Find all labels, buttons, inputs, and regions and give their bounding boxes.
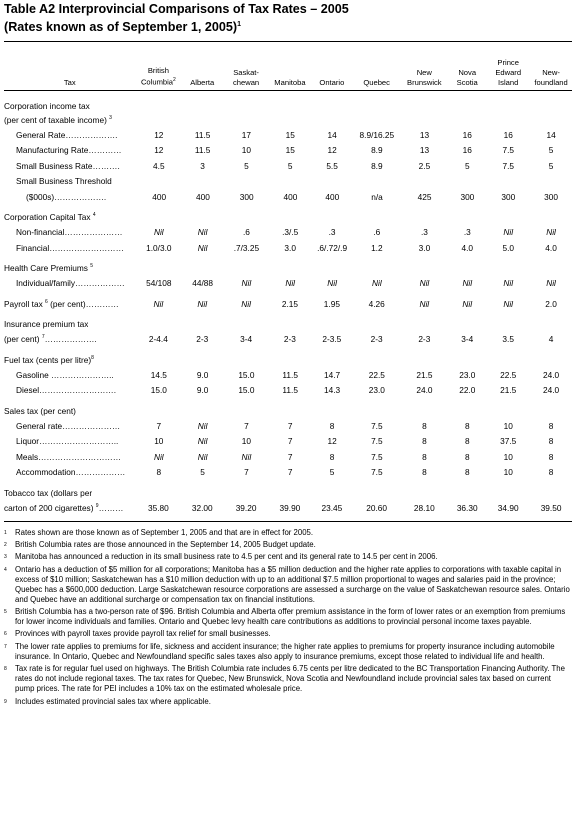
cell-nf: 24.0 <box>542 385 560 396</box>
row-label: General rate………………… <box>16 420 121 431</box>
cell-ab: 2-3 <box>196 334 209 345</box>
cell-bc: 10 <box>154 436 164 447</box>
footnote-number: 2 <box>4 541 7 548</box>
footnote-text: Rates shown are those known as of September 1, 2005 and that are in effect for 2005. <box>15 527 314 537</box>
cell-ab: 3 <box>200 160 205 171</box>
section-label-text: Fuel tax (cents per litre) <box>4 354 92 365</box>
cell-qc: 8.9/16.25 <box>359 129 395 140</box>
table-row <box>4 296 572 312</box>
footnote-text: British Columbia rates are those announced in the September 14, 2005 Budget update. <box>15 539 316 549</box>
title-footnote-ref: 1 <box>237 21 241 28</box>
header-top-rule <box>4 41 572 42</box>
col-bc-line1: British <box>147 66 169 76</box>
cell-qc: 8.9 <box>371 145 383 156</box>
footnote <box>4 540 572 550</box>
row-label-text: (per cent) <box>4 334 40 345</box>
row-label: Financial……………………… <box>16 242 124 253</box>
footnote-ref: 3 <box>109 115 112 122</box>
cell-on: 14.7 <box>324 369 341 380</box>
cell-nf: 300 <box>544 191 558 202</box>
section-label <box>4 115 112 125</box>
cell-qc: 23.0 <box>368 385 385 396</box>
cell-nf: 2.0 <box>545 298 557 309</box>
col-ns-line2: Scotia <box>456 77 478 87</box>
cell-qc: .6 <box>373 227 381 238</box>
cell-nf: Nil <box>546 278 556 289</box>
col-nf-line1: New- <box>542 68 560 77</box>
cell-sk: 3-4 <box>240 334 253 345</box>
cell-nb: 2.5 <box>418 160 431 171</box>
cell-ab: 9.0 <box>196 369 209 380</box>
cell-on: 12 <box>327 436 337 447</box>
footnote-text: The lower rate applies to premiums for life, sickness and accident insurance; the higher rate applies to premiums for property insurance including automobile insurance. In Ontario, Quebec and Newfoundland specific sales taxes also apply to insurance premiums, except those related to individual life and health. <box>15 641 555 661</box>
cell-qc: Nil <box>371 278 382 289</box>
cell-bc: Nil <box>153 227 164 238</box>
col-bc-line2-text: Columbia <box>140 77 174 87</box>
footnote-ref: 9 <box>95 503 99 510</box>
table-title <box>4 2 572 35</box>
cell-nb: 13 <box>419 129 430 140</box>
footnote-text: Includes estimated provincial sales tax where applicable. <box>15 696 211 706</box>
cell-bc: 12 <box>154 145 164 156</box>
footnote-number: 8 <box>4 666 7 673</box>
cell-mb: 15 <box>285 129 295 140</box>
cell-bc: 7 <box>156 420 162 431</box>
table-bottom-rule <box>4 521 572 522</box>
cell-ns: 8 <box>464 420 470 431</box>
cell-mb: 39.90 <box>279 502 301 513</box>
cell-ab: 5 <box>200 467 205 478</box>
cell-qc: 7.5 <box>371 420 383 431</box>
cell-mb: 400 <box>283 191 298 202</box>
footnote-ref: 4 <box>92 212 96 219</box>
footnote <box>4 664 572 694</box>
footnote <box>4 607 572 627</box>
table-row <box>4 418 572 434</box>
col-pei-line2: Edward <box>495 68 522 77</box>
cell-ab: Nil <box>197 242 208 253</box>
cell-bc: 12 <box>154 129 164 140</box>
cell-on: 5 <box>329 467 335 478</box>
cell-nb: 24.0 <box>416 385 433 396</box>
col-sk-line1: Saskat- <box>233 68 259 77</box>
cell-ns: 8 <box>464 451 470 462</box>
footnote-number: 9 <box>4 698 7 705</box>
table-row <box>4 189 572 205</box>
cell-on: 23.45 <box>321 502 343 513</box>
footnote <box>4 697 572 707</box>
cell-pei: 10 <box>503 420 513 431</box>
cell-nb: 8 <box>422 436 427 447</box>
cell-bc: 1.0/3.0 <box>146 242 172 253</box>
cell-pei: 7.5 <box>502 145 514 156</box>
row-label: Meals………………………… <box>16 451 122 462</box>
cell-ab: Nil <box>197 227 208 238</box>
table-row <box>4 127 572 143</box>
cell-nf: 5 <box>548 160 554 171</box>
col-bc <box>136 66 182 87</box>
cell-sk: 15.0 <box>238 385 255 396</box>
cell-pei: 22.5 <box>500 369 517 380</box>
cell-nf: 4 <box>548 334 554 345</box>
section-label: Tobacco tax (dollars per <box>4 487 93 498</box>
cell-sk: 17 <box>241 129 252 140</box>
cell-sk: 300 <box>239 191 254 202</box>
col-bc-footnote-ref: 2 <box>173 77 176 84</box>
cell-bc: 54/108 <box>146 278 172 289</box>
cell-sk: Nil <box>241 451 252 462</box>
section-insurance-title <box>4 317 572 332</box>
cell-ns: 3-4 <box>461 334 474 345</box>
cell-nf: 5 <box>548 145 554 156</box>
cell-on: 8 <box>329 420 335 431</box>
footnote-ref: 7 <box>41 334 45 341</box>
cell-pei: 7.5 <box>502 160 514 171</box>
section-corp-capital-title <box>4 210 572 225</box>
cell-qc: n/a <box>371 191 383 202</box>
cell-pei: Nil <box>503 227 514 238</box>
cell-ab: 11.5 <box>194 145 211 156</box>
cell-ns: 22.0 <box>459 385 476 396</box>
cell-bc: 2-4.4 <box>148 334 168 345</box>
row-label-text: carton of 200 cigarettes) <box>4 502 94 513</box>
col-mb: Manitoba <box>274 77 306 87</box>
title-line-1: Table A2 Interprovincial Comparisons of Tax Rates – 2005 <box>4 2 349 16</box>
cell-nf: 39.50 <box>540 502 562 513</box>
row-label: Manufacturing Rate………… <box>16 145 122 156</box>
col-ns-line1: Nova <box>458 68 477 77</box>
cell-ab: 400 <box>196 191 210 202</box>
cell-nb: 3.0 <box>418 242 431 253</box>
cell-pei: 37.5 <box>500 436 517 447</box>
cell-on: 8 <box>329 451 335 462</box>
section-sales-title <box>4 403 572 418</box>
cell-mb: 5 <box>287 160 293 171</box>
cell-pei: 3.5 <box>502 334 514 345</box>
cell-qc: 8.9 <box>371 160 383 171</box>
cell-qc: 4.26 <box>368 298 385 309</box>
col-ns <box>448 68 486 87</box>
section-tobacco-title <box>4 485 572 500</box>
table-row <box>4 158 572 174</box>
footnote <box>4 552 572 562</box>
footnote-ref: 5 <box>90 263 94 270</box>
footnote-number: 3 <box>4 554 7 561</box>
cell-nb: 8 <box>422 420 427 431</box>
row-label: Accommodation……………… <box>16 467 126 478</box>
cell-ns: Nil <box>462 298 473 309</box>
cell-sk: Nil <box>241 298 251 309</box>
cell-mb: 7 <box>287 436 293 447</box>
cell-nf: 8 <box>548 467 554 478</box>
col-tax: Tax <box>63 77 76 87</box>
cell-nb: 13 <box>419 145 430 156</box>
cell-pei: 10 <box>503 467 513 478</box>
cell-ns: 300 <box>460 191 475 202</box>
cell-ab: 9.0 <box>196 385 209 396</box>
row-label-tail: ………………. <box>44 334 97 345</box>
row-label: Small Business Rate………. <box>16 160 120 171</box>
footnote <box>4 565 572 605</box>
cell-on: 12 <box>327 145 337 156</box>
section-label-text: Health Care Premiums <box>4 263 88 274</box>
cell-nf: 24.0 <box>542 369 560 380</box>
cell-sk: 10 <box>241 436 252 447</box>
cell-nf: Nil <box>546 227 556 238</box>
cell-mb: 7 <box>287 420 293 431</box>
table-row <box>4 332 572 348</box>
cell-ns: 8 <box>464 467 470 478</box>
table-row <box>4 434 572 450</box>
footnote-text: Ontario has a deduction of $5 million for all corporations; Manitoba has a $5 million deduction and the higher rate applies to corporations with taxable capital in excess of $10 million; Saskatchewan has a $10 million deduction with up to an additional $7.5 million proportional to wages and salaries paid in the province; Quebec has a $600,000 deduction. Large Saskatchewan resource corporations are assessed a surcharge on the value of Saskatchewan resource sales. Ontario and Quebec have an additional surcharge or compensation tax on financial institutions. <box>15 564 570 604</box>
row-label: Liquor……………………….. <box>16 436 119 447</box>
col-qc: Quebec <box>363 77 390 87</box>
footnote-text: Provinces with payroll taxes provide payroll tax relief for small businesses. <box>15 629 271 639</box>
cell-mb: 2-3 <box>283 334 296 345</box>
cell-qc: 7.5 <box>371 451 383 462</box>
cell-on: 1.95 <box>323 298 340 309</box>
cell-nb: .3 <box>420 227 428 238</box>
col-nb-line2: Brunswick <box>407 77 442 87</box>
row-label-text: Payroll tax <box>4 298 43 309</box>
cell-ab: 11.5 <box>194 129 211 140</box>
row-label: Gasoline ………………….. <box>16 369 114 380</box>
cell-on: Nil <box>327 278 337 289</box>
footnote-number: 6 <box>4 631 7 638</box>
cell-nb: 8 <box>422 451 427 462</box>
cell-ns: 16 <box>462 129 472 140</box>
footnote-text: British Columbia has a two-person rate of $96. British Columbia and Alberta offer premium assistance in the form of lower rates or an exemption from premiums for lower income individuals and families. Ontario and Quebec levy health care contributions as additions to provincial personal income taxes payable. <box>15 607 566 627</box>
col-sk-line2: chewan <box>232 77 260 87</box>
cell-bc: 15.0 <box>150 385 167 396</box>
cell-mb: Nil <box>285 278 296 289</box>
cell-qc: 2-3 <box>370 334 383 345</box>
cell-on: 14.3 <box>324 385 341 396</box>
footnote-text: Tax rate is for regular fuel used on highways. The British Columbia rate includes 6.75 cents per litre dedicated to the BC Transportation Financing Authority. The rates do not include regional taxes. The tax rates for Quebec, New Brunswick, Nova Scotia and Newfoundland include provincial sales tax based on current pump prices. The rate for PEI includes a 10% tax on the estimated wholesale price. <box>15 664 565 694</box>
cell-on: .6/.72/.9 <box>317 242 348 253</box>
cell-qc: 20.60 <box>366 502 388 513</box>
cell-nf: 14 <box>546 129 556 140</box>
cell-mb: 11.5 <box>282 369 298 380</box>
cell-bc: 400 <box>152 191 167 202</box>
cell-nb: 2-3 <box>418 334 431 345</box>
table-row <box>4 225 572 241</box>
cell-ns: 8 <box>464 436 470 447</box>
cell-sk: 5 <box>244 160 249 171</box>
cell-bc: Nil <box>153 298 164 309</box>
cell-nf: 8 <box>548 436 554 447</box>
cell-pei: 16 <box>503 129 513 140</box>
cell-nb: 425 <box>417 191 432 202</box>
row-label: Non-financial………………… <box>16 227 123 238</box>
table-row <box>4 143 572 159</box>
cell-mb: .3/.5 <box>282 227 299 238</box>
title-line-2 <box>4 17 572 35</box>
section-label: Corporation income tax <box>4 101 90 112</box>
row-label <box>4 299 136 309</box>
table-body <box>4 99 572 516</box>
col-nb <box>400 68 448 87</box>
section-label: Sales tax (per cent) <box>4 405 76 416</box>
col-nf <box>530 68 572 87</box>
cell-bc: 14.5 <box>150 369 167 380</box>
cell-pei: Nil <box>503 278 514 289</box>
cell-sk: .6 <box>242 227 250 238</box>
cell-bc: 4.5 <box>153 160 165 171</box>
spacer <box>4 91 572 99</box>
table-row <box>4 383 572 399</box>
cell-ns: Nil <box>462 278 473 289</box>
cell-ab: Nil <box>197 436 208 447</box>
cell-ab: 32.00 <box>191 502 213 513</box>
cell-on: 2-3.5 <box>322 334 342 345</box>
cell-pei: 5.0 <box>502 242 514 253</box>
cell-ab: Nil <box>197 420 208 431</box>
cell-sk: 10 <box>241 145 252 156</box>
col-nb-line1: New <box>416 68 432 77</box>
table-row <box>4 500 572 516</box>
cell-ns: 5 <box>464 160 470 171</box>
cell-mb: 2.15 <box>281 298 298 309</box>
section-health-title <box>4 261 572 276</box>
footnotes <box>4 528 572 707</box>
footnote-number: 1 <box>4 529 7 536</box>
cell-on: 400 <box>325 191 340 202</box>
section-label <box>4 212 96 222</box>
cell-ns: 4.0 <box>461 242 474 253</box>
cell-pei: 34.90 <box>497 502 519 513</box>
footnote-number: 7 <box>4 643 7 650</box>
cell-sk: Nil <box>241 278 252 289</box>
cell-ns: 36.30 <box>456 502 478 513</box>
row-label <box>4 503 136 513</box>
col-ab: Alberta <box>190 77 215 87</box>
section-label <box>4 263 93 273</box>
cell-nf: 8 <box>548 451 554 462</box>
table-row <box>4 174 572 190</box>
cell-ab: 44/88 <box>192 278 213 289</box>
footnote-ref: 6 <box>45 299 48 306</box>
cell-sk: 15.0 <box>238 369 255 380</box>
title-line-2-text: (Rates known as of September 1, 2005) <box>4 20 238 35</box>
cell-nb: 28.10 <box>413 502 435 513</box>
cell-mb: 7 <box>287 467 293 478</box>
footnote-number: 5 <box>4 609 7 616</box>
footnote-number: 4 <box>4 566 7 573</box>
cell-bc: 35.80 <box>148 502 169 513</box>
row-label: Diesel………………………. <box>16 385 117 396</box>
cell-pei: 21.5 <box>500 385 517 396</box>
section-label-text: (per cent of taxable income) <box>4 115 107 126</box>
col-pei-line3: Island <box>498 77 519 87</box>
col-on: Ontario <box>319 77 345 87</box>
cell-ns: .3 <box>463 227 471 238</box>
cell-sk: 39.20 <box>235 502 257 513</box>
cell-nb: Nil <box>419 278 430 289</box>
cell-pei: Nil <box>503 298 514 309</box>
cell-on: 5.5 <box>326 160 338 171</box>
footnote <box>4 629 572 639</box>
table-row <box>4 240 572 256</box>
row-label <box>4 334 136 344</box>
col-pei <box>486 58 530 87</box>
cell-mb: 7 <box>287 451 293 462</box>
footnote <box>4 528 572 538</box>
cell-qc: 1.2 <box>371 242 383 253</box>
cell-bc: Nil <box>153 451 164 462</box>
cell-qc: 7.5 <box>371 467 383 478</box>
column-header-row <box>4 46 572 90</box>
table-row <box>4 465 572 481</box>
row-label-tail: (per cent)………… <box>50 298 119 309</box>
cell-sk: 7 <box>244 467 249 478</box>
row-label: Small Business Threshold <box>16 176 112 187</box>
section-label: Insurance premium tax <box>4 319 89 330</box>
cell-qc: 22.5 <box>368 369 385 380</box>
cell-sk: 7 <box>244 420 249 431</box>
col-nf-line2: foundland <box>534 77 568 87</box>
row-label-tail: ……… <box>98 502 124 513</box>
section-corp-income-subtitle <box>4 113 572 127</box>
footnote-text: Manitoba has announced a reduction in its small business rate to 4.5 per cent and its general rate to 14.5 per cent in 2006. <box>15 552 438 562</box>
cell-pei: 300 <box>501 191 516 202</box>
cell-nf: 4.0 <box>545 242 557 253</box>
section-label <box>4 355 94 365</box>
cell-ab: Nil <box>197 298 208 309</box>
col-pei-line1: Prince <box>497 58 519 68</box>
cell-bc: 8 <box>156 467 162 478</box>
section-fuel-title <box>4 352 572 367</box>
cell-ns: 23.0 <box>459 369 476 380</box>
cell-sk: .7/3.25 <box>233 242 260 253</box>
footnote-ref: 8 <box>91 354 94 361</box>
row-label: Individual/family……………… <box>16 278 125 289</box>
section-corp-income-title <box>4 99 572 113</box>
col-bc-line2 <box>136 76 182 87</box>
cell-qc: 7.5 <box>371 436 383 447</box>
row-label: General Rate………………. <box>16 129 118 140</box>
table-row <box>4 449 572 465</box>
cell-nb: Nil <box>419 298 430 309</box>
col-sk <box>223 68 269 87</box>
table-row <box>4 276 572 292</box>
cell-nb: 8 <box>422 467 427 478</box>
cell-on: 14 <box>327 129 337 140</box>
cell-nb: 21.5 <box>416 369 433 380</box>
cell-ns: 16 <box>462 145 472 156</box>
cell-mb: 15 <box>285 145 295 156</box>
cell-mb: 11.5 <box>282 385 298 396</box>
section-label-text: Corporation Capital Tax <box>4 212 91 223</box>
cell-nf: 8 <box>548 420 554 431</box>
table-row <box>4 367 572 383</box>
cell-ab: Nil <box>197 451 208 462</box>
row-label: ($000s)………………. <box>26 191 107 202</box>
footnote <box>4 642 572 662</box>
cell-pei: 10 <box>503 451 513 462</box>
cell-on: .3 <box>328 227 336 238</box>
cell-mb: 3.0 <box>284 242 296 253</box>
